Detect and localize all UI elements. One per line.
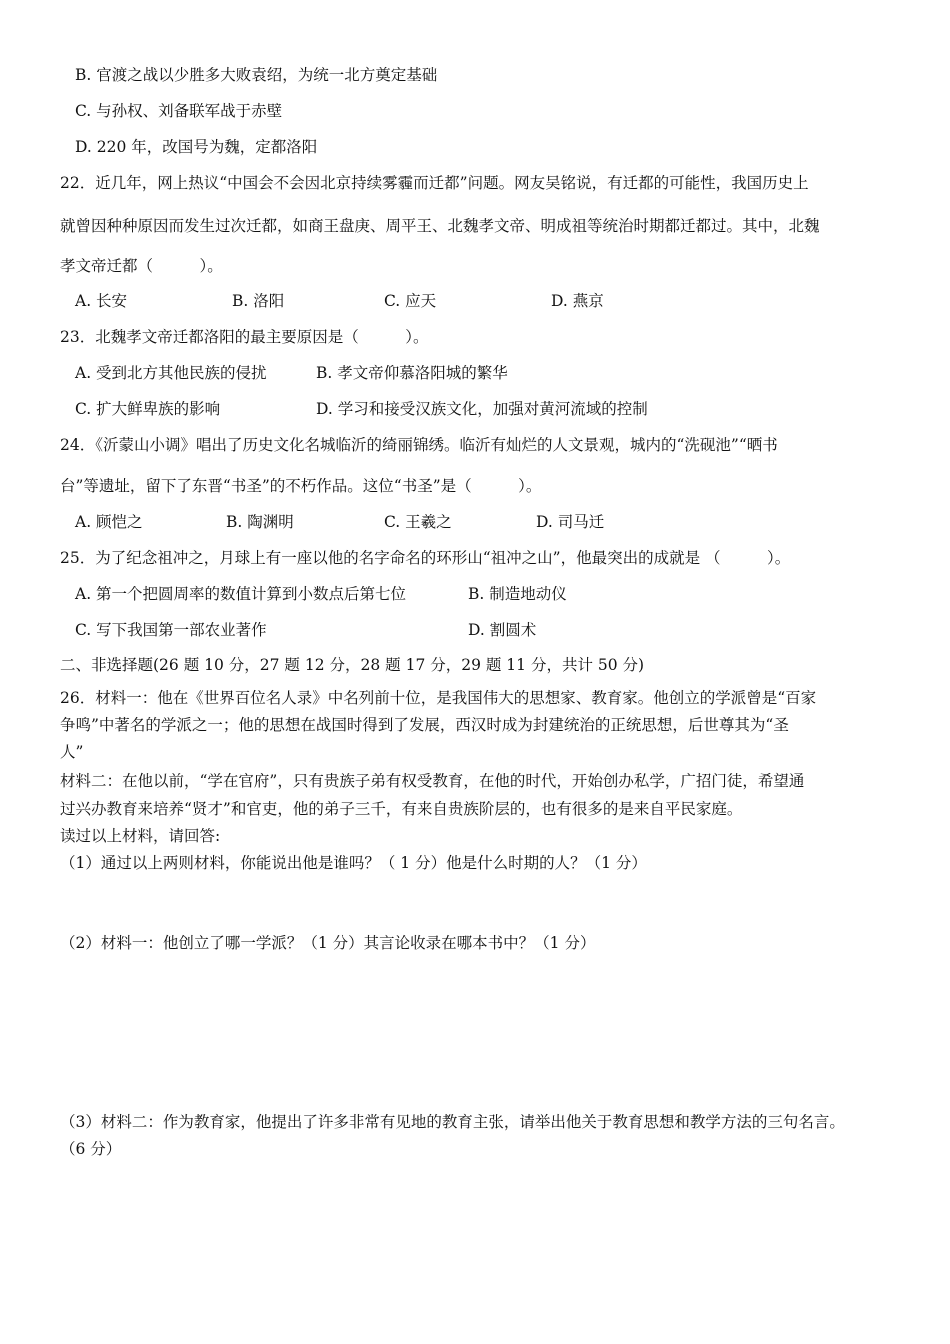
q25-option-a: A. 第一个把圆周率的数值计算到小数点后第七位 (75, 585, 407, 603)
q23-option-c: C. 扩大鲜卑族的影响 (75, 400, 221, 418)
q23-option-a: A. 受到北方其他民族的侵扰 (75, 364, 267, 382)
q26-prompt: 读过以上材料，请回答: (60, 827, 221, 845)
q26-material-line: 人” (60, 743, 84, 761)
q24-option-b: B. 陶渊明 (226, 513, 294, 531)
q26-subquestion-3-points: （6 分） (60, 1140, 122, 1158)
q26-material-line: 26．材料一：他在《世界百位名人录》中名列前十位，是我国伟大的思想家、教育家。他创立的学派曾是“百家 (60, 689, 817, 707)
section-heading: 二、非选择题(26 题 10 分，27 题 12 分，28 题 17 分，29 题 11 分，共计 50 分) (60, 656, 645, 674)
q26-material-line: 争鸣”中著名的学派之一；他的思想在战国时得到了发展，西汉时成为封建统治的正统思想，后世尊其为“圣 (60, 716, 789, 734)
q24-option-c: C. 王羲之 (384, 513, 452, 531)
q24-stem-line: 台”等遗址，留下了东晋“书圣”的不朽作品。这位“书圣”是（ ）。 (60, 477, 542, 495)
q22-option-a: A. 长安 (75, 292, 128, 310)
q22-option-c: C. 应天 (384, 292, 437, 310)
q25-stem-line: 25．为了纪念祖冲之，月球上有一座以他的名字命名的环形山“祖冲之山”，他最突出的成就是 （ ）。 (60, 549, 791, 567)
q26-material-line: 材料二：在他以前，“学在官府”，只有贵族子弟有权受教育，在他的时代，开始创办私学，广招门徒，希望通 (60, 772, 805, 790)
q26-subquestion-3: （3）材料二：作为教育家，他提出了许多非常有见地的教育主张，请举出他关于教育思想和教学方法的三句名言。 (60, 1113, 845, 1131)
q22-option-b: B. 洛阳 (232, 292, 285, 310)
q23-option-b: B. 孝文帝仰慕洛阳城的繁华 (316, 364, 508, 382)
q26-subquestion-1: （1）通过以上两则材料，你能说出他是谁吗？（ 1 分）他是什么时期的人？（1 分） (60, 854, 647, 872)
q25-option-c: C. 写下我国第一部农业著作 (75, 621, 267, 639)
q22-stem-line: 孝文帝迁都（ ）。 (60, 257, 223, 275)
q21-option-b: B. 官渡之战以少胜多大败袁绍，为统一北方奠定基础 (75, 66, 438, 84)
q25-option-b: B. 制造地动仪 (468, 585, 567, 603)
q26-material-line: 过兴办教育来培养“贤才”和官吏，他的弟子三千，有来自贵族阶层的，也有很多的是来自平民家庭。 (60, 800, 743, 818)
q24-option-a: A. 顾恺之 (75, 513, 143, 531)
q22-stem-line: 就曾因种种原因而发生过次迁都，如商王盘庚、周平王、北魏孝文帝、明成祖等统治时期都迁都过。其中，北魏 (60, 217, 820, 235)
q21-option-c: C. 与孙权、刘备联军战于赤壁 (75, 102, 283, 120)
q22-option-d: D. 燕京 (551, 292, 604, 310)
q25-option-d: D. 割圆术 (468, 621, 537, 639)
q24-option-d: D. 司马迁 (536, 513, 605, 531)
q24-stem-line: 24．《沂蒙山小调》唱出了历史文化名城临沂的绮丽锦绣。临沂有灿烂的人文景观，城内的“洗砚池”“晒书 (60, 436, 778, 454)
q23-option-d: D. 学习和接受汉族文化，加强对黄河流域的控制 (316, 400, 648, 418)
q21-option-d: D. 220 年，改国号为魏，定都洛阳 (75, 138, 318, 156)
q23-stem-line: 23．北魏孝文帝迁都洛阳的最主要原因是（ ）。 (60, 328, 429, 346)
q22-stem-line: 22．近几年，网上热议“中国会不会因北京持续雾霾而迁都”问题。网友吴铭说，有迁都的可能性，我国历史上 (60, 174, 809, 192)
q26-subquestion-2: （2）材料一：他创立了哪一学派？（1 分）其言论收录在哪本书中？（1 分） (60, 934, 596, 952)
